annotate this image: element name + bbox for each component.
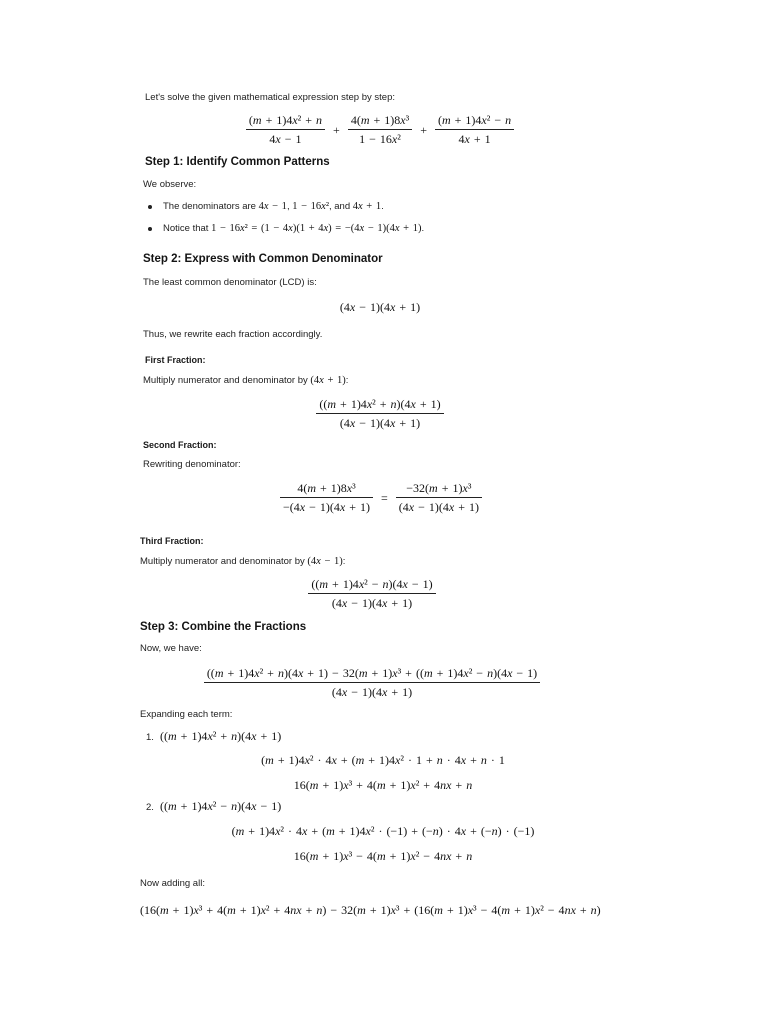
term-expression: ((m + 1)4x² + n)(4x + 1) (160, 729, 282, 743)
math-variable: x (391, 132, 398, 146)
math-variable: x (339, 500, 346, 514)
math-variable: x (346, 481, 353, 495)
math-variable: m (327, 397, 337, 411)
inline-math: 1 − 16x² (292, 201, 329, 212)
math-variable: x (481, 113, 487, 127)
term-number: 2. (146, 802, 154, 813)
intro-text: Let's solve the given mathematical expression step by step: (145, 92, 396, 103)
math-variable: m (214, 666, 224, 680)
math-variable: x (389, 416, 396, 430)
third-fraction-equation (140, 576, 604, 611)
math-variable: n (480, 753, 487, 767)
math-variable: x (366, 397, 373, 411)
adding-text: Now adding all: (140, 878, 205, 889)
third-fraction-denominator: (4x − 1)(4x + 1) (331, 596, 413, 610)
math-variable: x (395, 753, 401, 767)
math-variable: x (390, 903, 396, 917)
math-variable: m (376, 849, 386, 863)
first-fraction-instruction (143, 374, 348, 388)
math-variable: m (319, 577, 329, 591)
given-fraction-2-denominator: 1 − 16x² (359, 132, 401, 146)
second-fraction-lhs (280, 480, 373, 515)
math-variable: x (299, 500, 306, 514)
first-fraction-denominator: (4x − 1)(4x + 1) (339, 416, 421, 430)
math-variable: x (534, 903, 541, 917)
inline-math: (4x − 1) (307, 556, 343, 567)
third-fraction-label: Third Fraction: (140, 536, 204, 546)
math-variable: x (400, 113, 406, 127)
given-fraction-2 (348, 112, 412, 147)
math-variable: x (467, 903, 474, 917)
math-variable: x (358, 201, 363, 212)
given-fraction-3 (435, 112, 514, 147)
math-variable: m (441, 113, 451, 127)
math-variable: n (390, 397, 397, 411)
step1-heading: Step 1: Identify Common Patterns (145, 156, 330, 168)
lcd-text: The least common denominator (LCD) is: (143, 277, 317, 288)
math-variable: x (410, 849, 416, 863)
math-variable: x (251, 799, 257, 813)
bullet-text: , (286, 201, 293, 212)
term-expression: ((m + 1)4x² − n)(4x − 1) (160, 799, 282, 813)
term-1-result: 16(m + 1)x³ + 4(m + 1)x² + 4nx + n (293, 778, 473, 792)
combined-fraction-denominator: (4x − 1)(4x + 1) (331, 685, 413, 699)
math-variable: x (193, 903, 199, 917)
term-2-result: 16(m + 1)x³ − 4(m + 1)x² − 4nx + n (293, 849, 473, 863)
bullet-icon (148, 227, 152, 231)
third-fraction (308, 576, 435, 611)
second-fraction-lhs-numerator: 4(m + 1)8x³ (280, 480, 373, 498)
math-variable: m (423, 666, 433, 680)
math-variable: n (491, 824, 498, 838)
bullet-icon (148, 205, 152, 209)
second-fraction-equation (140, 480, 622, 515)
second-fraction-instruction: Rewriting denominator: (143, 459, 241, 470)
plus-operator: + (333, 122, 340, 137)
first-fraction-equation (140, 396, 620, 431)
math-variable: x (304, 753, 310, 767)
math-variable: x (316, 556, 321, 567)
first-fraction (316, 396, 443, 431)
given-fraction-1-denominator: 4x − 1 (269, 132, 302, 146)
first-fraction-numerator: ((m + 1)4x² + n)(4x + 1) (316, 396, 443, 414)
math-variable: x (349, 300, 356, 314)
math-variable: n (436, 753, 443, 767)
math-variable: m (227, 903, 236, 917)
math-variable: x (464, 132, 470, 146)
math-variable: n (277, 666, 284, 680)
math-variable: x (207, 799, 213, 813)
combined-fraction-equation (140, 665, 604, 700)
step2-heading: Step 2: Express with Common Denominator (143, 253, 383, 265)
step1-lead: We observe: (143, 179, 197, 190)
given-expression (140, 112, 620, 147)
math-variable: m (235, 824, 245, 838)
third-fraction-numerator: ((m + 1)4x² − n)(4x − 1) (308, 576, 435, 594)
math-variable: n (382, 577, 389, 591)
math-variable: m (326, 824, 335, 838)
math-variable: x (410, 397, 416, 411)
bullet-text: . (381, 201, 384, 212)
math-variable: x (321, 201, 326, 212)
bullet-item-factorization (146, 222, 424, 236)
math-variable: x (292, 113, 298, 127)
math-variable: m (168, 799, 177, 813)
math-variable: x (460, 753, 467, 767)
math-variable: m (309, 849, 319, 863)
rewrite-text: Thus, we rewrite each fraction accordingly. (143, 329, 323, 340)
instruction-text: : (342, 556, 346, 567)
math-variable: x (446, 849, 452, 863)
math-variable: n (316, 113, 323, 127)
instruction-text: Multiply numerator and denominator by (140, 556, 308, 567)
math-variable: m (252, 113, 262, 127)
math-variable: x (288, 223, 293, 234)
math-variable: x (341, 596, 348, 610)
math-variable: x (260, 903, 266, 917)
math-variable: x (239, 223, 245, 234)
inline-math: (4x + 1) (310, 375, 346, 386)
math-variable: n (590, 903, 597, 917)
math-variable: n (290, 903, 297, 917)
math-variable: x (254, 666, 260, 680)
equals-operator: = (380, 490, 388, 505)
second-fraction-rhs (396, 480, 482, 515)
term-item-2 (146, 799, 281, 815)
math-variable: m (501, 903, 511, 917)
second-fraction-rhs-denominator: (4x − 1)(4x + 1) (398, 500, 479, 514)
math-variable: x (319, 375, 324, 386)
second-fraction-label: Second Fraction: (143, 440, 217, 450)
inline-math: 1 − 16x² = (1 − 4x)(1 + 4x) = −(4x − 1)(4x + 1) (211, 223, 422, 234)
math-variable: x (394, 223, 400, 234)
math-variable: x (251, 729, 257, 743)
math-variable: n (432, 824, 439, 838)
step3-lead: Now, we have: (140, 643, 202, 654)
math-variable: n (440, 778, 447, 792)
lcd-equation: (4x − 1)(4x + 1) (339, 300, 421, 314)
math-variable: n (564, 903, 571, 917)
math-variable: n (316, 903, 323, 917)
term-item-1 (146, 729, 281, 745)
math-variable: m (309, 778, 319, 792)
instruction-text: Multiply numerator and denominator by (143, 375, 311, 386)
math-variable: n (466, 849, 473, 863)
math-variable: x (331, 753, 337, 767)
math-variable: x (460, 824, 467, 838)
math-variable: x (390, 300, 396, 314)
math-variable: x (381, 685, 388, 699)
bullet-text: Notice that (163, 223, 212, 234)
math-variable: m (168, 729, 177, 743)
second-fraction-lhs-denominator: −(4x − 1)(4x + 1) (283, 500, 370, 514)
math-variable: n (231, 729, 238, 743)
inline-math: 4x + 1 (352, 201, 382, 212)
given-fraction-3-denominator: 4x + 1 (458, 132, 491, 146)
given-fraction-3-numerator: (m + 1)4x² − n (435, 112, 514, 130)
inline-math: 4x − 1 (258, 201, 287, 212)
combined-fraction-numerator: ((m + 1)4x² + n)(4x + 1) − 32(m + 1)x³ + ((m + 1)4x² − n)(4x − 1) (204, 665, 540, 683)
math-variable: x (323, 223, 329, 234)
math-variable: x (410, 778, 416, 792)
math-variable: x (301, 824, 308, 838)
math-variable: n (440, 849, 447, 863)
math-variable: x (343, 849, 349, 863)
term-2-expansion: (m + 1)4x² · 4x + (m + 1)4x² · (−1) + (−n) · 4x + (−n) · (−1) (231, 824, 535, 838)
math-variable: m (434, 903, 443, 917)
math-variable: m (357, 903, 366, 917)
math-variable: x (343, 778, 349, 792)
second-fraction-rhs-numerator: −32(m + 1)x³ (396, 480, 482, 498)
math-variable: x (408, 500, 415, 514)
math-variable: n (466, 778, 473, 792)
math-variable: x (392, 666, 398, 680)
given-fraction-2-numerator: 4(m + 1)8x³ (348, 112, 412, 130)
math-variable: x (341, 685, 348, 699)
math-variable: x (462, 481, 468, 495)
math-variable: x (402, 577, 408, 591)
third-fraction-instruction (140, 555, 345, 569)
math-variable: m (376, 778, 386, 792)
math-variable: n (487, 666, 494, 680)
math-variable: x (463, 666, 469, 680)
math-variable: x (275, 132, 281, 146)
math-variable: x (275, 824, 281, 838)
term-1-expansion: (m + 1)4x² · 4x + (m + 1)4x² · 1 + n · 4x + n · 1 (261, 753, 505, 767)
math-variable: n (231, 799, 238, 813)
math-variable: m (355, 753, 365, 767)
math-variable: x (296, 903, 302, 917)
bullet-text: , and (328, 201, 353, 212)
instruction-text: : (345, 375, 349, 386)
math-variable: x (446, 778, 452, 792)
math-variable: x (365, 824, 371, 838)
plus-operator: + (420, 122, 427, 137)
math-variable: m (265, 753, 274, 767)
combined-fraction (204, 665, 540, 700)
math-variable: x (358, 577, 365, 591)
bullet-text: . (421, 223, 425, 234)
math-variable: m (360, 113, 370, 127)
term-number: 1. (146, 732, 154, 743)
bullet-item-denominators (146, 200, 384, 214)
math-variable: x (349, 416, 356, 430)
math-variable: m (307, 481, 316, 495)
math-variable: x (263, 201, 269, 212)
bullet-text: The denominators are (163, 201, 259, 212)
sum-equation: (16(m + 1)x³ + 4(m + 1)x² + 4nx + n) − 32(m + 1)x³ + (16(m + 1)x³ − 4(m + 1)x² − 4nx + n) (140, 903, 601, 917)
math-variable: m (429, 481, 438, 495)
given-fraction-1-numerator: (m + 1)4x² + n (246, 112, 325, 130)
math-variable: x (359, 223, 365, 234)
math-variable: x (507, 666, 513, 680)
math-variable: n (505, 113, 512, 127)
first-fraction-label: First Fraction: (145, 355, 206, 365)
math-variable: x (207, 729, 213, 743)
expand-text: Expanding each term: (140, 709, 233, 720)
math-variable: x (448, 500, 455, 514)
math-variable: x (381, 596, 388, 610)
math-variable: x (570, 903, 576, 917)
math-variable: m (358, 666, 368, 680)
math-variable: m (160, 903, 169, 917)
step3-heading: Step 3: Combine the Fractions (140, 621, 307, 633)
math-variable: x (297, 666, 304, 680)
given-fraction-1 (246, 112, 325, 147)
